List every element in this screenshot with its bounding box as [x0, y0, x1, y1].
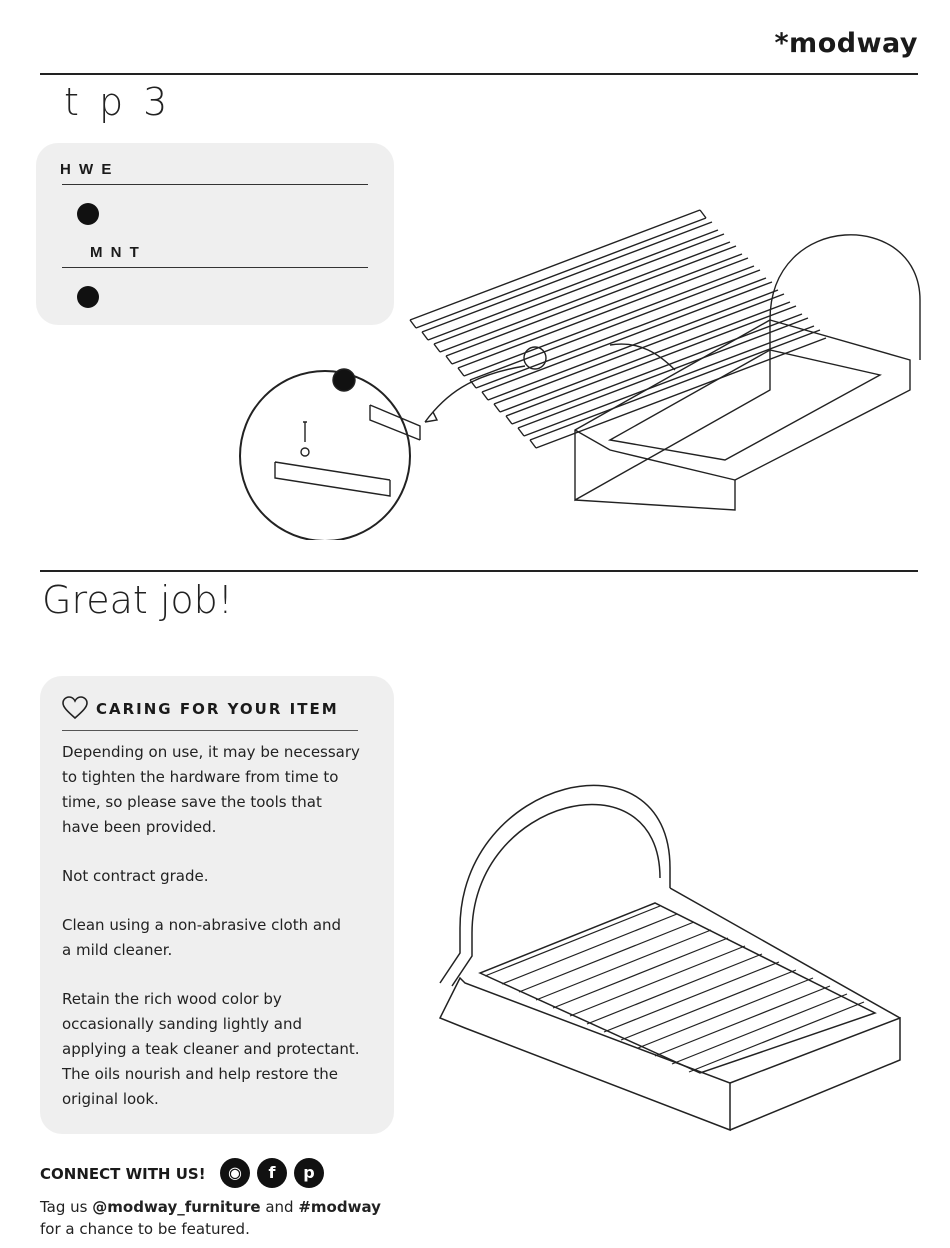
great-job-title: Great job! — [42, 578, 234, 622]
step-title: t p 3 — [64, 80, 172, 124]
care-paragraph-3: Clean using a non-abrasive cloth and a mild cleaner. — [62, 916, 342, 959]
pinterest-icon[interactable]: p — [294, 1158, 324, 1188]
care-paragraph-1: Depending on use, it may be necessary to tighten the hardware from time to time, so please save the tools that have been provided. — [62, 743, 360, 836]
care-paragraph-2: Not contract grade. — [62, 867, 209, 885]
care-box — [40, 676, 394, 1134]
care-paragraph-4: Retain the rich wood color by occasionally sanding lightly and applying a teak cleaner and protectant. The oils nourish and help restore the original look. — [62, 990, 360, 1108]
detail-circle — [240, 371, 410, 540]
instagram-icon[interactable]: ◉ — [220, 1158, 250, 1188]
slat-group — [410, 210, 826, 448]
hardware-marker — [77, 203, 99, 225]
section-rule — [40, 570, 918, 572]
tagline: Tag us @modway_furniture and #modway for a chance to be featured. — [40, 1198, 381, 1238]
care-title: CARING FOR YOUR ITEM — [96, 700, 339, 718]
hashtag[interactable]: #modway — [298, 1198, 381, 1216]
facebook-icon[interactable]: f — [257, 1158, 287, 1188]
hardware-marker-2 — [77, 286, 99, 308]
assembled-bed-illustration — [430, 738, 930, 1138]
connect-label: CONNECT WITH US! — [40, 1165, 206, 1183]
care-text — [62, 740, 382, 1136]
screw-detail — [303, 422, 307, 442]
hardware-heading: H W E — [60, 161, 114, 178]
heart-icon — [62, 696, 88, 720]
hardware-subheading: M N T — [90, 244, 141, 261]
instagram-handle[interactable]: @modway_furniture — [92, 1198, 261, 1216]
brand-logo: *modway — [774, 28, 918, 59]
header-rule — [40, 73, 918, 75]
bed-frame-drawing — [575, 235, 920, 510]
care-divider — [62, 730, 358, 731]
detail-part-marker — [333, 369, 355, 391]
step-illustration — [230, 190, 930, 540]
hardware-divider — [62, 184, 368, 185]
